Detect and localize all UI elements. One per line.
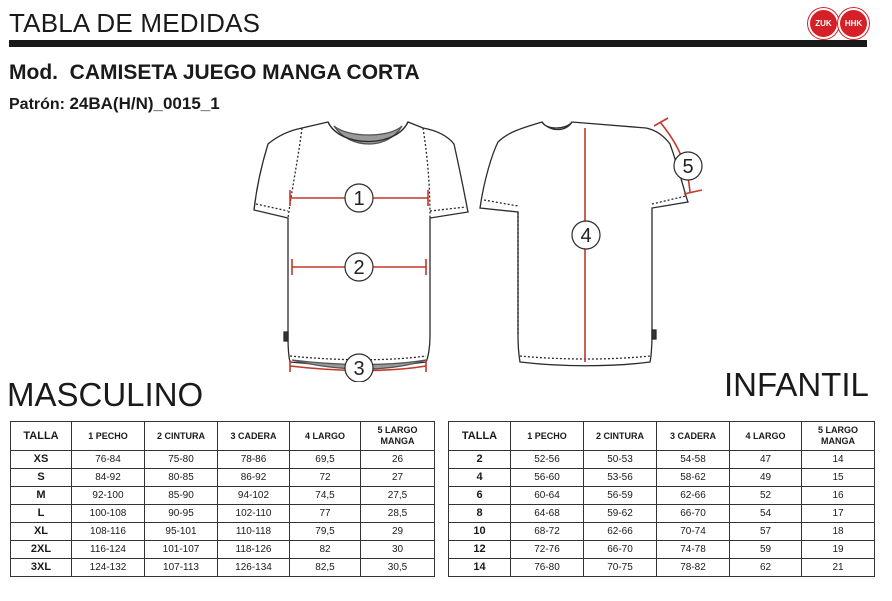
male-value-cell: 27 [361, 469, 435, 487]
kids-column-header: 3 CADERA [657, 422, 730, 451]
male-value-cell: 95-101 [145, 523, 218, 541]
brand-logo-zuk: ZUK [810, 10, 837, 37]
kids-size-cell: 8 [449, 505, 511, 523]
marker-waist: 2 [353, 257, 365, 279]
pattern-line [9, 94, 220, 114]
kids-value-cell: 53-56 [584, 469, 657, 487]
model-name: CAMISETA JUEGO MANGA CORTA [69, 61, 420, 84]
male-value-cell: 27,5 [361, 487, 435, 505]
kids-value-cell: 64-68 [511, 505, 584, 523]
male-value-cell: 28,5 [361, 505, 435, 523]
male-column-header: 5 LARGO MANGA [361, 422, 435, 451]
male-value-cell: 82 [290, 541, 361, 559]
kids-table-row [449, 469, 875, 487]
pattern-label: Patrón: [9, 96, 65, 113]
kids-size-cell: 10 [449, 523, 511, 541]
tshirt-front-drawing [254, 122, 468, 369]
kids-value-cell: 16 [802, 487, 875, 505]
brand-logo-hhk: HHK [840, 10, 867, 37]
male-size-cell: M [11, 487, 72, 505]
male-column-header: 1 PECHO [72, 422, 145, 451]
kids-size-cell: 14 [449, 559, 511, 577]
male-value-cell: 92-100 [72, 487, 145, 505]
kids-column-header: 2 CINTURA [584, 422, 657, 451]
male-value-cell: 84-92 [72, 469, 145, 487]
male-value-cell: 101-107 [145, 541, 218, 559]
male-table-row [11, 451, 435, 469]
kids-table-row [449, 559, 875, 577]
male-size-cell: L [11, 505, 72, 523]
kids-value-cell: 60-64 [511, 487, 584, 505]
kids-size-cell: 6 [449, 487, 511, 505]
male-value-cell: 76-84 [72, 451, 145, 469]
male-value-cell: 85-90 [145, 487, 218, 505]
kids-column-header: 1 PECHO [511, 422, 584, 451]
male-value-cell: 90-95 [145, 505, 218, 523]
kids-value-cell: 57 [730, 523, 802, 541]
male-header-row [11, 422, 435, 451]
kids-column-header: 5 LARGO MANGA [802, 422, 875, 451]
male-value-cell: 78-86 [218, 451, 290, 469]
male-value-cell: 80-85 [145, 469, 218, 487]
marker-sleeve: 5 [682, 156, 694, 178]
kids-value-cell: 66-70 [584, 541, 657, 559]
section-title-kids: INFANTIL [724, 366, 869, 403]
size-table-male [10, 421, 435, 577]
kids-value-cell: 17 [802, 505, 875, 523]
kids-value-cell: 66-70 [657, 505, 730, 523]
male-value-cell: 86-92 [218, 469, 290, 487]
kids-value-cell: 14 [802, 451, 875, 469]
male-value-cell: 79,5 [290, 523, 361, 541]
kids-table-row [449, 505, 875, 523]
kids-value-cell: 62-66 [584, 523, 657, 541]
header-divider [9, 40, 867, 47]
male-value-cell: 74,5 [290, 487, 361, 505]
kids-value-cell: 56-59 [584, 487, 657, 505]
male-value-cell: 29 [361, 523, 435, 541]
kids-table-row [449, 541, 875, 559]
section-title-male: MASCULINO [7, 376, 204, 413]
kids-table-row [449, 451, 875, 469]
kids-header-row [449, 422, 875, 451]
male-column-header: TALLA [11, 422, 72, 451]
kids-value-cell: 56-60 [511, 469, 584, 487]
kids-value-cell: 72-76 [511, 541, 584, 559]
kids-value-cell: 54 [730, 505, 802, 523]
male-size-cell: XL [11, 523, 72, 541]
male-column-header: 4 LARGO [290, 422, 361, 451]
male-value-cell: 108-116 [72, 523, 145, 541]
kids-value-cell: 52-56 [511, 451, 584, 469]
male-value-cell: 94-102 [218, 487, 290, 505]
kids-value-cell: 21 [802, 559, 875, 577]
male-size-cell: XS [11, 451, 72, 469]
male-value-cell: 82,5 [290, 559, 361, 577]
male-column-header: 2 CINTURA [145, 422, 218, 451]
kids-value-cell: 52 [730, 487, 802, 505]
kids-value-cell: 54-58 [657, 451, 730, 469]
kids-value-cell: 70-74 [657, 523, 730, 541]
male-value-cell: 126-134 [218, 559, 290, 577]
kids-table-row [449, 487, 875, 505]
kids-value-cell: 62 [730, 559, 802, 577]
kids-value-cell: 68-72 [511, 523, 584, 541]
male-table-row [11, 559, 435, 577]
male-value-cell: 77 [290, 505, 361, 523]
kids-size-cell: 2 [449, 451, 511, 469]
male-value-cell: 30,5 [361, 559, 435, 577]
kids-value-cell: 15 [802, 469, 875, 487]
male-value-cell: 118-126 [218, 541, 290, 559]
kids-column-header: TALLA [449, 422, 511, 451]
kids-value-cell: 19 [802, 541, 875, 559]
male-value-cell: 116-124 [72, 541, 145, 559]
kids-size-cell: 12 [449, 541, 511, 559]
male-value-cell: 72 [290, 469, 361, 487]
male-size-cell: S [11, 469, 72, 487]
male-value-cell: 102-110 [218, 505, 290, 523]
male-column-header: 3 CADERA [218, 422, 290, 451]
male-table-row [11, 505, 435, 523]
kids-value-cell: 74-78 [657, 541, 730, 559]
male-value-cell: 100-108 [72, 505, 145, 523]
model-label: Mod. [9, 61, 58, 84]
kids-value-cell: 58-62 [657, 469, 730, 487]
male-value-cell: 26 [361, 451, 435, 469]
kids-table-row [449, 523, 875, 541]
kids-value-cell: 78-82 [657, 559, 730, 577]
page-title: TABLA DE MEDIDAS [9, 8, 261, 38]
male-size-cell: 2XL [11, 541, 72, 559]
male-value-cell: 75-80 [145, 451, 218, 469]
male-table-row [11, 487, 435, 505]
size-table-kids [448, 421, 875, 577]
kids-value-cell: 49 [730, 469, 802, 487]
kids-value-cell: 62-66 [657, 487, 730, 505]
kids-value-cell: 59 [730, 541, 802, 559]
model-line [9, 61, 420, 85]
male-value-cell: 30 [361, 541, 435, 559]
male-value-cell: 110-118 [218, 523, 290, 541]
marker-chest: 1 [353, 188, 365, 210]
kids-value-cell: 50-53 [584, 451, 657, 469]
male-table-row [11, 469, 435, 487]
kids-size-cell: 4 [449, 469, 511, 487]
male-size-cell: 3XL [11, 559, 72, 577]
male-value-cell: 107-113 [145, 559, 218, 577]
male-value-cell: 69,5 [290, 451, 361, 469]
kids-value-cell: 59-62 [584, 505, 657, 523]
kids-column-header: 4 LARGO [730, 422, 802, 451]
pattern-value: 24BA(H/N)_0015_1 [69, 94, 220, 113]
marker-length: 4 [580, 225, 592, 247]
tshirt-diagram [240, 110, 720, 382]
male-table-row [11, 523, 435, 541]
kids-value-cell: 76-80 [511, 559, 584, 577]
kids-value-cell: 70-75 [584, 559, 657, 577]
kids-value-cell: 47 [730, 451, 802, 469]
male-table-row [11, 541, 435, 559]
kids-value-cell: 18 [802, 523, 875, 541]
marker-hip: 3 [353, 358, 365, 380]
male-value-cell: 124-132 [72, 559, 145, 577]
